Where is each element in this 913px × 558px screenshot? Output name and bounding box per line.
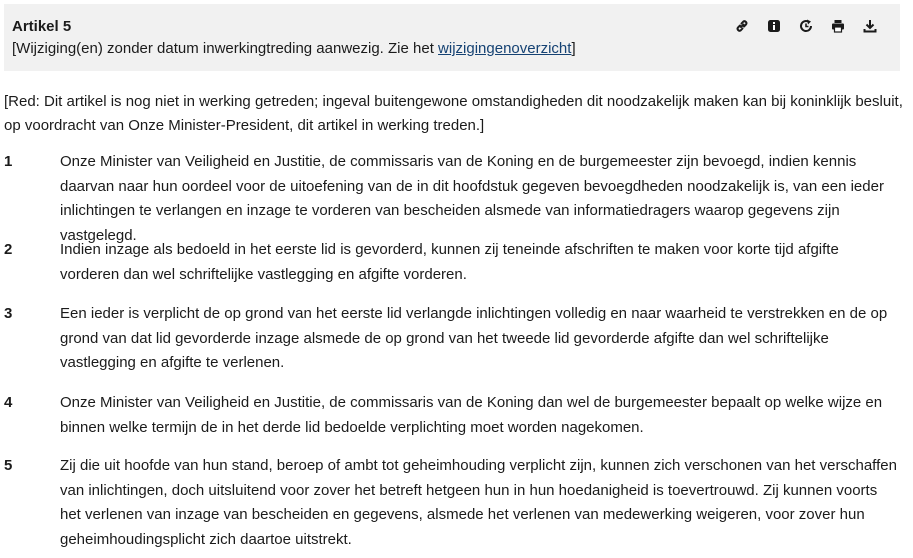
info-button[interactable] <box>758 16 790 36</box>
article-change-note <box>12 39 900 59</box>
download-icon <box>863 19 877 33</box>
article-title: Artikel 5 <box>12 18 72 35</box>
history-icon <box>798 18 814 34</box>
lid-number: 3 <box>4 305 13 322</box>
info-icon <box>767 19 781 33</box>
print-icon <box>831 19 845 33</box>
history-button[interactable] <box>790 16 822 36</box>
article-header <box>4 4 900 71</box>
article-toolbar <box>726 16 886 36</box>
editorial-note: [Red: Dit artikel is nog niet in werking getreden; ingeval buitengewone omstandigheden dit noodzakelijk maken kan bij koninklijk besluit, op voordracht van Onze Minister-President, dit artikel in werking treden.] <box>4 93 903 134</box>
lid-number: 2 <box>4 241 13 258</box>
lid-text: Indien inzage als bedoeld in het eerste lid is gevorderd, kunnen zij teneinde afschriften te maken voor korte tijd afgifte vorderen dan wel schriftelijke vastlegging en afgifte vorderen. <box>60 241 839 283</box>
lid-text: Zij die uit hoofde van hun stand, beroep of ambt tot geheimhouding verplicht zijn, kunnen zich verschonen van het verschaffen van inlichtingen, doch uitsluitend voor zover het betreft hetgeen hun in hun hoedanigheid is toevertrouwd. Zij kunnen voorts het verlenen van inzage van bescheiden en gegevens, alsmede het verlenen van medewerking weigeren, voor zover hun geheimhoudingsplicht zich daartoe uitstrekt. <box>60 457 897 548</box>
link-icon <box>735 19 749 33</box>
lid-number: 1 <box>4 153 13 170</box>
print-button[interactable] <box>822 16 854 36</box>
link-button[interactable] <box>726 16 758 36</box>
note-prefix: [Wijziging(en) zonder datum inwerkingtreding aanwezig. Zie het <box>12 40 439 57</box>
lid-number: 5 <box>4 457 13 474</box>
lid-text: Onze Minister van Veiligheid en Justitie, de commissaris van de Koning en de burgemeester zijn bevoegd, indien kennis daarvan naar hun oordeel voor de uitoefening van de in dit hoofdstuk gegeven bevoegdheden noodzakelijk is, van een ieder inlichtingen te verlangen en inzage te vorderen van bescheiden alsmede van informatiedragers waarop gegevens zijn vastgelegd. <box>60 153 884 244</box>
changes-overview-link[interactable]: wijzigingenoverzicht <box>438 40 572 57</box>
lid-text: Een ieder is verplicht de op grond van het eerste lid verlangde inlichtingen volledig en naar waarheid te verstrekken en de op grond van dat lid gevorderde inzage alsmede de op grond van het tweede lid gevorderde afgifte dan wel schriftelijke vastlegging en afgifte te verlenen. <box>60 305 888 371</box>
note-suffix: ] <box>571 40 576 57</box>
lid-text: Onze Minister van Veiligheid en Justitie, de commissaris van de Koning dan wel de burgemeester bepaalt op welke wijze en binnen welke termijn de in het derde lid bedoelde verplichting moet worden nagekomen. <box>60 394 883 436</box>
download-button[interactable] <box>854 16 886 36</box>
lid-number: 4 <box>4 394 13 411</box>
